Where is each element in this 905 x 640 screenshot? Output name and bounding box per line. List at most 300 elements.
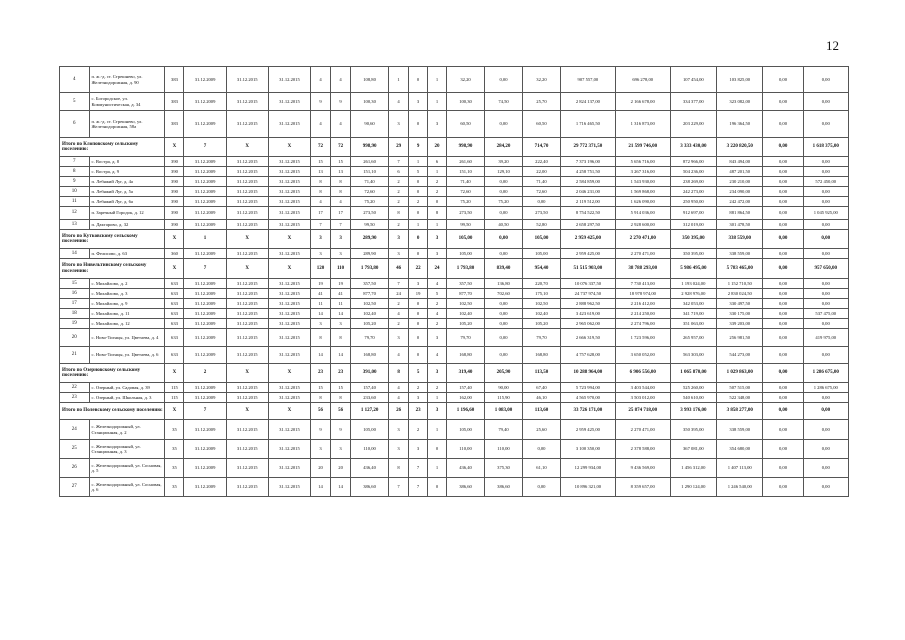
value-cell: 3 650 052,00 (615, 347, 670, 364)
value-cell: 350 395,00 (670, 420, 716, 440)
value-cell: 9 (331, 93, 351, 111)
value-cell: 0,00 (763, 259, 803, 279)
value-cell: 3 (389, 440, 409, 459)
value-cell: 31.12.2015 (268, 167, 310, 177)
row-number: 4 (60, 67, 90, 93)
value-cell: 56 (331, 403, 351, 420)
address-cell: с. Михайлово, д. 9 (89, 299, 165, 309)
value-cell: 1 456 312,00 (670, 459, 716, 478)
subtotal-row (60, 230, 849, 249)
value-cell: 390 (165, 220, 184, 230)
value-cell: 633 (165, 289, 184, 299)
value-cell: 31.12.2015 (226, 347, 268, 364)
value-cell: 79,40 (485, 420, 523, 440)
value-cell: 1 (428, 67, 447, 93)
value-cell: 23 (311, 364, 331, 383)
value-cell: 0,00 (763, 403, 803, 420)
value-cell: 22 (409, 259, 428, 279)
row-number: 11 (60, 197, 90, 207)
value-cell: 261,60 (351, 157, 389, 167)
value-cell: 537 475,00 (803, 309, 848, 319)
value-cell: 357,50 (447, 279, 485, 289)
value-cell: 31.12.2015 (268, 93, 310, 111)
value-cell: 0,00 (763, 329, 803, 347)
row-number: 8 (60, 167, 90, 177)
value-cell: 367 081,00 (670, 440, 716, 459)
value-cell: 75,20 (485, 197, 523, 207)
value-cell: 31.12.2015 (268, 299, 310, 309)
value-cell: 52,80 (522, 220, 560, 230)
value-cell: 0,00 (763, 220, 803, 230)
value-cell: 35 (165, 459, 184, 478)
table-row (60, 420, 849, 440)
value-cell: 5 986 495,00 (670, 259, 716, 279)
value-cell: 31.12.2009 (184, 478, 226, 497)
value-cell: 4 565 970,00 (560, 393, 615, 403)
value-cell: 5 (409, 167, 428, 177)
address-cell: с. Михайлово, д. 3 (89, 289, 165, 299)
value-cell: 31.12.2009 (184, 383, 226, 393)
value-cell: 102,50 (522, 299, 560, 309)
value-cell: 3 (409, 279, 428, 289)
value-cell: 2 214 250,00 (615, 309, 670, 319)
value-cell: 25 874 718,00 (615, 403, 670, 420)
value-cell: 74,50 (485, 93, 523, 111)
table-row (60, 93, 849, 111)
value-cell: 3 (409, 393, 428, 403)
value-cell: 0 (409, 299, 428, 309)
value-cell: 0,00 (485, 347, 523, 364)
value-cell: 2 (389, 177, 409, 187)
value-cell: 4 (389, 93, 409, 111)
value-cell: 1 196,60 (447, 403, 485, 420)
value-cell: 872 966,00 (670, 157, 716, 167)
value-cell: 1 543 930,00 (615, 177, 670, 187)
value-cell: 8 (389, 364, 409, 383)
value-cell: 436,40 (447, 459, 485, 478)
value-cell: 1 (409, 157, 428, 167)
value-cell: 31.12.2009 (184, 289, 226, 299)
value-cell: 7 (389, 279, 409, 289)
value-cell: 25,60 (522, 420, 560, 440)
value-cell: 7 (389, 157, 409, 167)
value-cell: 31.12.2015 (226, 329, 268, 347)
value-cell: 79,70 (351, 329, 389, 347)
value-cell: 31.12.2009 (184, 319, 226, 329)
row-number: 22 (60, 383, 90, 393)
value-cell: 633 (165, 329, 184, 347)
address-cell: с. Михайлово, д. 11 (89, 309, 165, 319)
value-cell: 273,50 (522, 207, 560, 220)
value-cell: 0 (409, 319, 428, 329)
row-number: 15 (60, 279, 90, 289)
value-cell: 6 (428, 157, 447, 167)
value-cell: 3 (389, 329, 409, 347)
value-cell: 31.12.2015 (268, 383, 310, 393)
table-row (60, 167, 849, 177)
value-cell: 2 666 319,50 (560, 329, 615, 347)
value-cell: 319,40 (447, 364, 485, 383)
value-cell: 31.12.2015 (226, 309, 268, 319)
address-cell: п. ж.-д. ст. Стрешнево, ул. Железнодорожная, д. 90 (89, 67, 165, 93)
value-cell: 203 229,00 (670, 111, 716, 138)
value-cell: 998,90 (447, 138, 485, 157)
value-cell: 15 (331, 383, 351, 393)
value-cell: 61,10 (522, 459, 560, 478)
value-cell: X (268, 230, 310, 249)
value-cell: 31.12.2015 (226, 249, 268, 259)
value-cell: X (165, 364, 184, 383)
subtotal-row (60, 138, 849, 157)
value-cell: 544 273,00 (717, 347, 763, 364)
value-cell: 71,40 (447, 177, 485, 187)
value-cell: 0,00 (803, 347, 848, 364)
value-cell: 289,90 (351, 230, 389, 249)
value-cell: 8 359 657,00 (615, 478, 670, 497)
value-cell: X (226, 364, 268, 383)
address-cell: с. Железнодорожный, ул. Станционная, д. 3 (89, 440, 165, 459)
value-cell: 2 888 962,50 (560, 299, 615, 309)
value-cell: 31.12.2009 (184, 197, 226, 207)
value-cell: 0,00 (763, 157, 803, 167)
value-cell: 14 (331, 309, 351, 319)
value-cell: 3 (331, 230, 351, 249)
value-cell: 2 (428, 383, 447, 393)
row-number: 17 (60, 299, 90, 309)
value-cell: 843 494,00 (717, 157, 763, 167)
value-cell: 19 (311, 279, 331, 289)
value-cell: 105,00 (447, 249, 485, 259)
value-cell: 0,00 (485, 207, 523, 220)
value-cell: 2 658 297,50 (560, 220, 615, 230)
value-cell: 3 (331, 319, 351, 329)
value-cell: 3 423 619,00 (560, 309, 615, 319)
value-cell: 1 793,80 (351, 259, 389, 279)
value-cell: 330 497,50 (717, 299, 763, 309)
value-cell: 341 719,00 (670, 309, 716, 319)
value-cell: 540 610,00 (670, 393, 716, 403)
value-cell: 31.12.2009 (184, 329, 226, 347)
value-cell: 289,90 (351, 249, 389, 259)
value-cell: 0,00 (803, 299, 848, 309)
value-cell: 881 864,50 (717, 207, 763, 220)
value-cell: 31.12.2015 (268, 207, 310, 220)
value-cell: 14 (311, 309, 331, 319)
row-number: 16 (60, 289, 90, 299)
value-cell: 29 772 371,50 (560, 138, 615, 157)
value-cell: 13 (311, 167, 331, 177)
value-cell: 230 210,00 (717, 177, 763, 187)
value-cell: 1 (389, 67, 409, 93)
subtotal-label: Итого по Озерновскому сельскому поселению: (60, 364, 165, 383)
value-cell: 0,00 (485, 111, 523, 138)
value-cell: 4 (428, 279, 447, 289)
value-cell: 110,00 (351, 440, 389, 459)
value-cell: 23 (331, 364, 351, 383)
value-cell: 31.12.2015 (268, 329, 310, 347)
value-cell: 8 (331, 177, 351, 187)
value-cell: 3 (409, 93, 428, 111)
address-cell: п. ж.-д. ст. Стрешнево, ул. Железнодорожная, 58а (89, 111, 165, 138)
value-cell: 390 (165, 167, 184, 177)
value-cell: X (165, 259, 184, 279)
value-cell: 1 127,20 (351, 403, 389, 420)
value-cell: 41 (331, 289, 351, 299)
value-cell: X (226, 138, 268, 157)
value-cell: 3 (428, 249, 447, 259)
value-cell: 0,00 (763, 207, 803, 220)
value-cell: 31.12.2015 (226, 299, 268, 309)
value-cell: 0,00 (485, 230, 523, 249)
value-cell: 107 454,00 (670, 67, 716, 93)
row-number: 10 (60, 187, 90, 197)
value-cell: 912 697,00 (670, 207, 716, 220)
value-cell: 0,00 (803, 478, 848, 497)
value-cell: 31.12.2015 (268, 478, 310, 497)
value-cell: 113,50 (522, 364, 560, 383)
table-row (60, 459, 849, 478)
value-cell: 72 (311, 138, 331, 157)
value-cell: 31.12.2009 (184, 309, 226, 319)
value-cell: 7 (184, 138, 226, 157)
row-number: 9 (60, 177, 90, 187)
value-cell: 334 377,00 (670, 93, 716, 111)
value-cell: 168,80 (522, 347, 560, 364)
value-cell: 105,20 (522, 319, 560, 329)
value-cell: 350 395,00 (670, 249, 716, 259)
value-cell: 8 (428, 207, 447, 220)
value-cell: 19 (331, 279, 351, 289)
value-cell: 31.12.2015 (226, 383, 268, 393)
row-number: 26 (60, 459, 90, 478)
value-cell: 2 (428, 187, 447, 197)
value-cell: 338 559,00 (717, 420, 763, 440)
address-cell: п. Дактарово, д. 32 (89, 220, 165, 230)
value-cell: X (268, 259, 310, 279)
row-number: 19 (60, 319, 90, 329)
value-cell: 0 (409, 347, 428, 364)
value-cell: 633 (165, 299, 184, 309)
value-cell: 14 (331, 478, 351, 497)
address-cell: с. Богородское, ул. Коммунистическая, д. 34 (89, 93, 165, 111)
value-cell: 2 (428, 299, 447, 309)
value-cell: 3 (428, 364, 447, 383)
value-cell: 6 906 556,00 (615, 364, 670, 383)
table-row (60, 319, 849, 329)
value-cell: 9 (409, 138, 428, 157)
value-cell: 2 (428, 177, 447, 187)
value-cell: 3 333 430,00 (670, 138, 716, 157)
value-cell: 8 (331, 329, 351, 347)
table-row (60, 478, 849, 497)
value-cell: 31.12.2009 (184, 299, 226, 309)
value-cell: 702,60 (485, 289, 523, 299)
value-cell: 2 046 231,00 (560, 187, 615, 197)
value-cell: 20 (428, 138, 447, 157)
value-cell: 24 737 974,50 (560, 289, 615, 299)
table-row (60, 157, 849, 167)
value-cell: 238 269,00 (670, 177, 716, 187)
value-cell: 31.12.2015 (268, 440, 310, 459)
value-cell: 0 (428, 440, 447, 459)
value-cell: 338 559,00 (717, 249, 763, 259)
row-number: 23 (60, 393, 90, 403)
value-cell: 1 290 124,00 (670, 478, 716, 497)
value-cell: 72 (331, 138, 351, 157)
value-cell: 79,70 (522, 329, 560, 347)
value-cell: 31.12.2015 (226, 93, 268, 111)
value-cell: 487 201,50 (717, 167, 763, 177)
address-cell: с. Озерный, ул. Садовая, д. 39 (89, 383, 165, 393)
value-cell: 2 959 425,00 (560, 249, 615, 259)
value-cell: 31.12.2015 (268, 67, 310, 93)
value-cell: X (226, 403, 268, 420)
value-cell: 31.12.2009 (184, 67, 226, 93)
value-cell: 0,00 (763, 279, 803, 289)
table-row (60, 67, 849, 93)
value-cell: 633 (165, 279, 184, 289)
value-cell: 0 (409, 230, 428, 249)
value-cell: 0,00 (485, 319, 523, 329)
value-cell: 0,00 (803, 249, 848, 259)
value-cell: 233,60 (351, 393, 389, 403)
value-cell: 31.12.2015 (268, 187, 310, 197)
value-cell: 0,00 (485, 187, 523, 197)
value-cell: 2 270 471,00 (615, 420, 670, 440)
value-cell: 301 478,50 (717, 220, 763, 230)
row-number: 5 (60, 93, 90, 111)
value-cell: 7 (409, 478, 428, 497)
value-cell: 7 (311, 220, 331, 230)
value-cell: 4 (331, 197, 351, 207)
value-cell: 390 (165, 187, 184, 197)
value-cell: 1 716 465,50 (560, 111, 615, 138)
value-cell: 7 730 413,00 (615, 279, 670, 289)
value-cell: 31.12.2015 (268, 197, 310, 207)
value-cell: 3 (389, 420, 409, 440)
value-cell: 24 (428, 259, 447, 279)
value-cell: 375,30 (485, 459, 523, 478)
value-cell: 633 (165, 309, 184, 319)
address-cell: с. Востра, д. 9 (89, 167, 165, 177)
value-cell: 222,40 (522, 157, 560, 167)
value-cell: 4 (389, 393, 409, 403)
address-cell: с. Железнодорожный, ул. Станционная, д. 2 (89, 420, 165, 440)
value-cell: 2 928 600,00 (615, 220, 670, 230)
table-row (60, 187, 849, 197)
page-number: 12 (826, 38, 839, 53)
value-cell: 0,00 (763, 459, 803, 478)
value-cell: 31.12.2009 (184, 393, 226, 403)
value-cell: 0 (409, 207, 428, 220)
value-cell: 572 450,00 (803, 177, 848, 187)
value-cell: 9 436 569,00 (615, 459, 670, 478)
value-cell: 8 (389, 459, 409, 478)
value-cell: 99,50 (351, 220, 389, 230)
value-cell: 8 754 522,50 (560, 207, 615, 220)
value-cell: 31.12.2009 (184, 93, 226, 111)
value-cell: 31.12.2015 (226, 167, 268, 177)
value-cell: 1 407 113,00 (717, 459, 763, 478)
value-cell: 31.12.2015 (226, 197, 268, 207)
address-cell: п. Лебяжий Луг, д. 5а (89, 187, 165, 197)
value-cell: 21 599 746,00 (615, 138, 670, 157)
subtotal-label: Итого по Кутковскому сельскому поселению: (60, 230, 165, 249)
value-cell: 1 (428, 93, 447, 111)
value-cell: 99,50 (447, 220, 485, 230)
address-cell: с. Ново-Тигнцы, ул. Цветаева, д. 6 (89, 347, 165, 364)
value-cell: 8 (311, 177, 331, 187)
value-cell: 31.12.2015 (226, 220, 268, 230)
value-cell: 31.12.2015 (268, 220, 310, 230)
value-cell: 40,50 (485, 220, 523, 230)
value-cell: 8 (331, 393, 351, 403)
value-cell: 31.12.2015 (268, 249, 310, 259)
value-cell: 2 (409, 383, 428, 393)
value-cell: 56 (311, 403, 331, 420)
value-cell: 1 286 675,00 (803, 383, 848, 393)
value-cell: 4 (428, 309, 447, 319)
value-cell: 0 (409, 249, 428, 259)
value-cell: 31.12.2009 (184, 420, 226, 440)
table-row (60, 393, 849, 403)
value-cell: X (165, 230, 184, 249)
value-cell: 5 (428, 289, 447, 299)
value-cell: 0,00 (803, 289, 848, 299)
value-cell: 2 584 859,00 (560, 177, 615, 187)
value-cell: 3 858 277,00 (717, 403, 763, 420)
value-cell: 103 825,00 (717, 67, 763, 93)
value-cell: 31.12.2015 (226, 279, 268, 289)
value-cell: 1 193 024,00 (670, 279, 716, 289)
value-cell: 957 650,00 (803, 259, 848, 279)
value-cell: 13 (331, 167, 351, 177)
value-cell: 0,00 (763, 393, 803, 403)
value-cell: 0 (428, 197, 447, 207)
value-cell: 31.12.2009 (184, 347, 226, 364)
value-cell: 46,10 (522, 393, 560, 403)
value-cell: 1 029 863,00 (717, 364, 763, 383)
value-cell: 9 (331, 420, 351, 440)
value-cell: 2 (389, 220, 409, 230)
value-cell: 3 (428, 111, 447, 138)
value-cell: 26 (389, 403, 409, 420)
value-cell: 386,60 (447, 478, 485, 497)
value-cell: 175,10 (522, 289, 560, 299)
value-cell: 0,00 (485, 177, 523, 187)
value-cell: 7 373 196,00 (560, 157, 615, 167)
value-cell: 0,00 (763, 138, 803, 157)
value-cell: 3 (428, 329, 447, 347)
value-cell: 22,00 (522, 167, 560, 177)
value-cell: 31.12.2009 (184, 177, 226, 187)
value-cell: 5 914 036,00 (615, 207, 670, 220)
value-cell: 39,20 (485, 157, 523, 167)
value-cell: 31.12.2015 (226, 440, 268, 459)
value-cell: 0,00 (803, 420, 848, 440)
value-cell: 8 (331, 187, 351, 197)
value-cell: 3 100 350,00 (560, 440, 615, 459)
table-row (60, 309, 849, 319)
value-cell: 436,40 (351, 459, 389, 478)
value-cell: 390 (165, 157, 184, 167)
value-cell: 162,00 (447, 393, 485, 403)
value-cell: 273,50 (447, 207, 485, 220)
value-cell: 35 (165, 478, 184, 497)
value-cell: 242 273,00 (670, 187, 716, 197)
value-cell: 0,00 (763, 440, 803, 459)
value-cell: 100,30 (447, 93, 485, 111)
